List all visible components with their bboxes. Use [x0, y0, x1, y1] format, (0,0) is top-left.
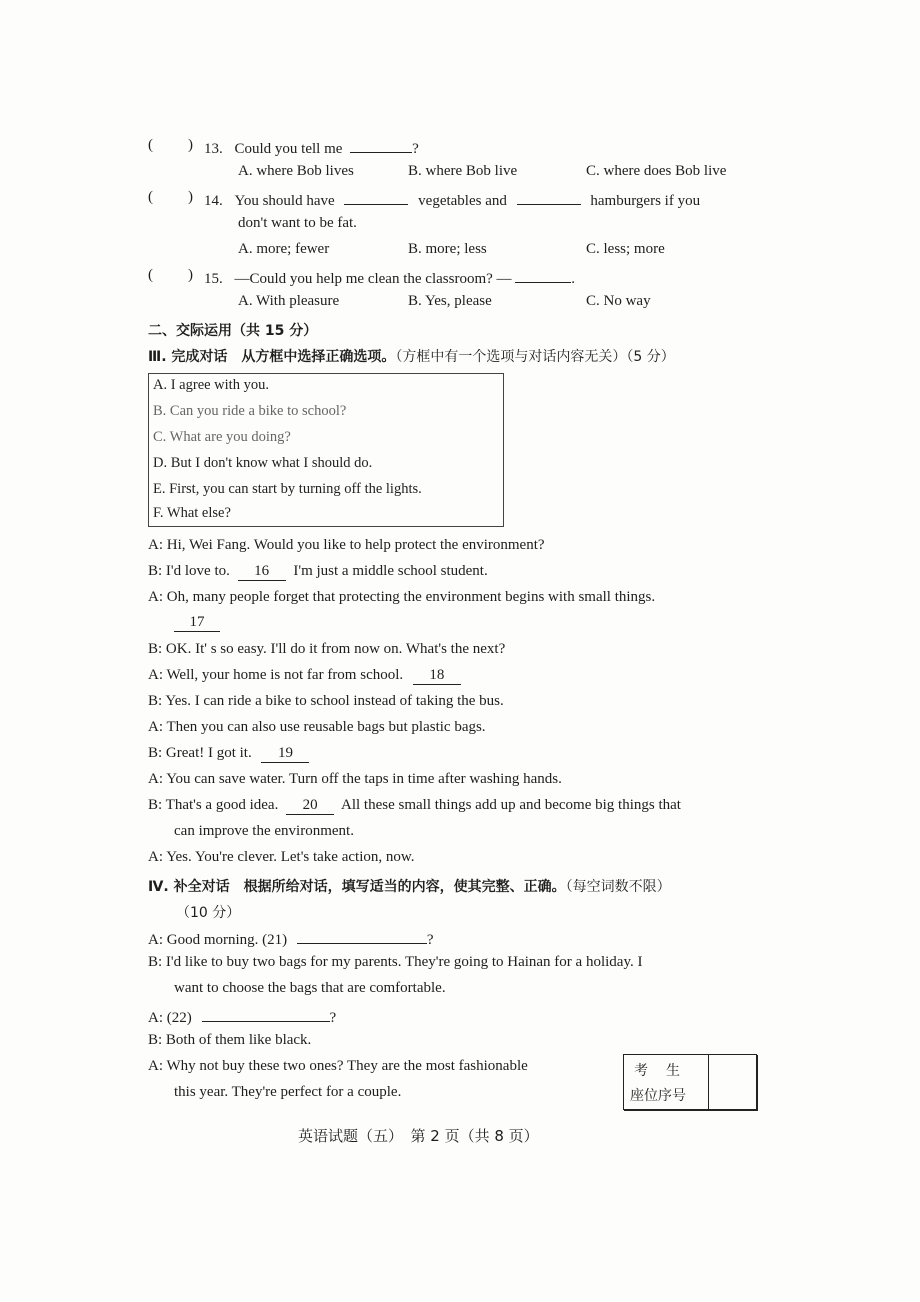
dialog-line: [174, 614, 220, 632]
dialog-line: can improve the environment.: [174, 823, 354, 839]
box-option-d: D. But I don't know what I should do.: [153, 455, 373, 471]
option-a: A. where Bob lives: [238, 163, 354, 179]
question-13-stem: [204, 137, 419, 158]
dialog-line: B: I'd like to buy two bags for my parents. They're going to Hainan for a holiday. I: [148, 954, 643, 970]
blank[interactable]: [515, 267, 571, 283]
dialog-line: B: OK. It' s so easy. I'll do it from now on. What's the next?: [148, 641, 506, 657]
dialog-text: A: (22): [148, 1010, 192, 1026]
paren-left: (: [148, 137, 153, 153]
options-box: [148, 373, 504, 527]
dialog-line: [148, 745, 309, 763]
dialog-line: [148, 1006, 336, 1027]
option-b: B. more; less: [408, 241, 487, 257]
seat-divider: [708, 1055, 709, 1109]
dialog-line: A: Why not buy these two ones? They are the most fashionable: [148, 1058, 528, 1074]
part3-heading: [148, 346, 675, 366]
stem-line-2: don't want to be fat.: [238, 215, 357, 231]
dialog-text: I'm just a middle school student.: [293, 563, 488, 579]
box-option-b: B. Can you ride a bike to school?: [153, 403, 347, 419]
dialog-line: this year. They're perfect for a couple.: [174, 1084, 402, 1100]
stem-text: —Could you help me clean the classroom? —: [234, 271, 512, 287]
seat-label-line2: 座位序号: [630, 1088, 686, 1104]
dialog-line: B: Both of them like black.: [148, 1032, 312, 1048]
part4-score: （10 分）: [176, 905, 241, 921]
box-option-a: A. I agree with you.: [153, 377, 269, 393]
seat-label-line1: 考生: [634, 1063, 698, 1079]
dialog-line: A: You can save water. Turn off the taps in time after washing hands.: [148, 771, 562, 787]
blank[interactable]: [344, 189, 408, 205]
stem-text: vegetables and: [418, 193, 507, 209]
dialog-line: [148, 563, 488, 581]
answer-blank-20[interactable]: 20: [286, 797, 334, 815]
box-option-c: C. What are you doing?: [153, 429, 291, 445]
question-number: 13.: [204, 141, 223, 157]
dialog-line: A: Oh, many people forget that protecting the environment begins with small things.: [148, 589, 656, 605]
option-b: B. Yes, please: [408, 293, 492, 309]
question-number: 15.: [204, 271, 223, 287]
option-b: B. where Bob live: [408, 163, 518, 179]
question-number: 14.: [204, 193, 223, 209]
part4-heading: [148, 876, 671, 896]
dialog-line: A: Yes. You're clever. Let's take action, now.: [148, 849, 415, 865]
dialog-line: want to choose the bags that are comfortable.: [174, 980, 446, 996]
box-option-f: F. What else?: [153, 505, 231, 521]
stem-text: You should have: [234, 193, 335, 209]
dialog-line: [148, 667, 461, 685]
answer-blank-16[interactable]: 16: [238, 563, 286, 581]
answer-blank-21[interactable]: [297, 928, 427, 944]
option-a: A. With pleasure: [238, 293, 340, 309]
page-footer: 英语试题（五） 第 2 页（共 8 页）: [298, 1127, 539, 1145]
box-option-e: E. First, you can start by turning off the lights.: [153, 481, 422, 497]
dialog-text: B: That's a good idea.: [148, 797, 279, 813]
answer-blank-18[interactable]: 18: [413, 667, 461, 685]
blank[interactable]: [350, 137, 412, 153]
option-a: A. more; fewer: [238, 241, 330, 257]
blank[interactable]: [517, 189, 581, 205]
answer-blank-19[interactable]: 19: [261, 745, 309, 763]
section-title: 二、交际运用（共 15 分）: [148, 323, 318, 339]
stem-text: .: [571, 271, 576, 287]
option-c: C. where does Bob live: [586, 163, 727, 179]
answer-blank-17[interactable]: 17: [174, 614, 220, 632]
stem-text: ?: [412, 141, 419, 157]
option-c: C. less; more: [586, 241, 665, 257]
stem-text: Could you tell me: [234, 141, 343, 157]
dialog-text: B: Great! I got it.: [148, 745, 252, 761]
paren-left: (: [148, 267, 153, 283]
part3-title: Ⅲ. 完成对话 从方框中选择正确选项。: [148, 349, 396, 365]
dialog-text: All these small things add up and become big things that: [341, 797, 681, 813]
paren-right: ): [188, 137, 193, 153]
paren-left: (: [148, 189, 153, 205]
part4-title: Ⅳ. 补全对话 根据所给对话，填写适当的内容，使其完整、正确。: [148, 879, 566, 895]
stem-text: hamburgers if you: [590, 193, 701, 209]
dialog-line: B: Yes. I can ride a bike to school instead of taking the bus.: [148, 693, 504, 709]
seat-number-box: [623, 1054, 757, 1110]
dialog-text: ?: [329, 1010, 337, 1026]
dialog-line: [148, 797, 681, 815]
dialog-line: A: Hi, Wei Fang. Would you like to help protect the environment?: [148, 537, 545, 553]
question-14-stem: [204, 189, 700, 210]
dialog-line: [148, 928, 434, 949]
dialog-text: B: I'd love to.: [148, 563, 230, 579]
dialog-text: A: Good morning. (21): [148, 932, 288, 948]
paren-right: ): [188, 267, 193, 283]
option-c: C. No way: [586, 293, 651, 309]
paren-right: ): [188, 189, 193, 205]
dialog-text: ?: [426, 932, 434, 948]
dialog-text: A: Well, your home is not far from school.: [148, 667, 404, 683]
part4-note: （每空词数不限）: [565, 879, 671, 895]
part3-note: （方框中有一个选项与对话内容无关）（5 分）: [395, 349, 675, 365]
dialog-line: A: Then you can also use reusable bags but plastic bags.: [148, 719, 486, 735]
answer-blank-22[interactable]: [202, 1006, 330, 1022]
question-15-stem: [204, 267, 575, 288]
